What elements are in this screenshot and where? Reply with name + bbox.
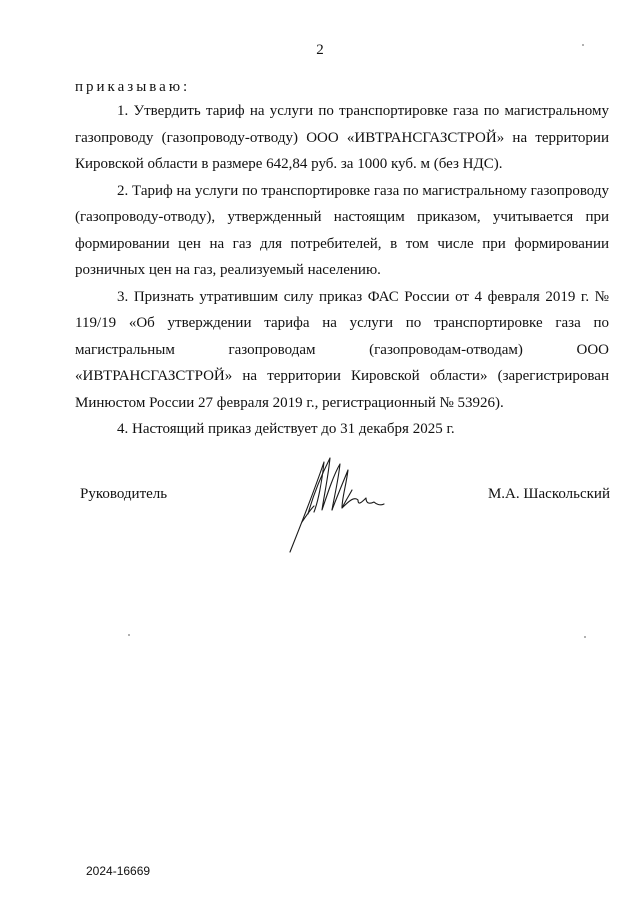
body-text: [75, 98, 609, 443]
scan-speck: [128, 634, 130, 636]
signatory-title: Руководитель: [80, 486, 168, 502]
scan-speck: [582, 44, 584, 46]
paragraph-3: 3. Признать утратившим силу приказ ФАС России от 4 февраля 2019 г. № 119/19 «Об утверждении тарифа на услуги по транспортировке газа по магистральным газопроводам (газопроводам-отводам) ООО «ИВТРАНСГАЗСТРОЙ» на территории Кировской области» (зарегистрирован Минюстом России 27 февраля 2019 г., регистрационный № 53926).: [75, 288, 609, 411]
scan-speck: [584, 636, 586, 638]
paragraph-2: 2. Тариф на услуги по транспортировке газа по магистральному газопроводу (газопроводу-отводу), утвержденный настоящим приказом, учитывается при формировании цен на газ для потребителей, в том числе при формировании розничных цен на газ, реализуемый населению.: [75, 182, 609, 278]
paragraph-1: 1. Утвердить тариф на услуги по транспортировке газа по магистральному газопроводу (газопроводу-отводу) ООО «ИВТРАНСГАЗСТРОЙ» на территории Кировской области в размере 642,84 руб. за 1000 куб. м (без НДС).: [75, 103, 609, 172]
signatory-name: М.А. Шаскольский: [487, 486, 610, 502]
paragraph-4: 4. Настоящий приказ действует до 31 декабря 2025 г.: [117, 421, 455, 437]
page-number: 2: [316, 42, 324, 58]
document-number: 2024-16669: [86, 864, 151, 878]
handwritten-signature-icon: [278, 452, 388, 557]
intro-word: приказываю:: [75, 79, 191, 95]
